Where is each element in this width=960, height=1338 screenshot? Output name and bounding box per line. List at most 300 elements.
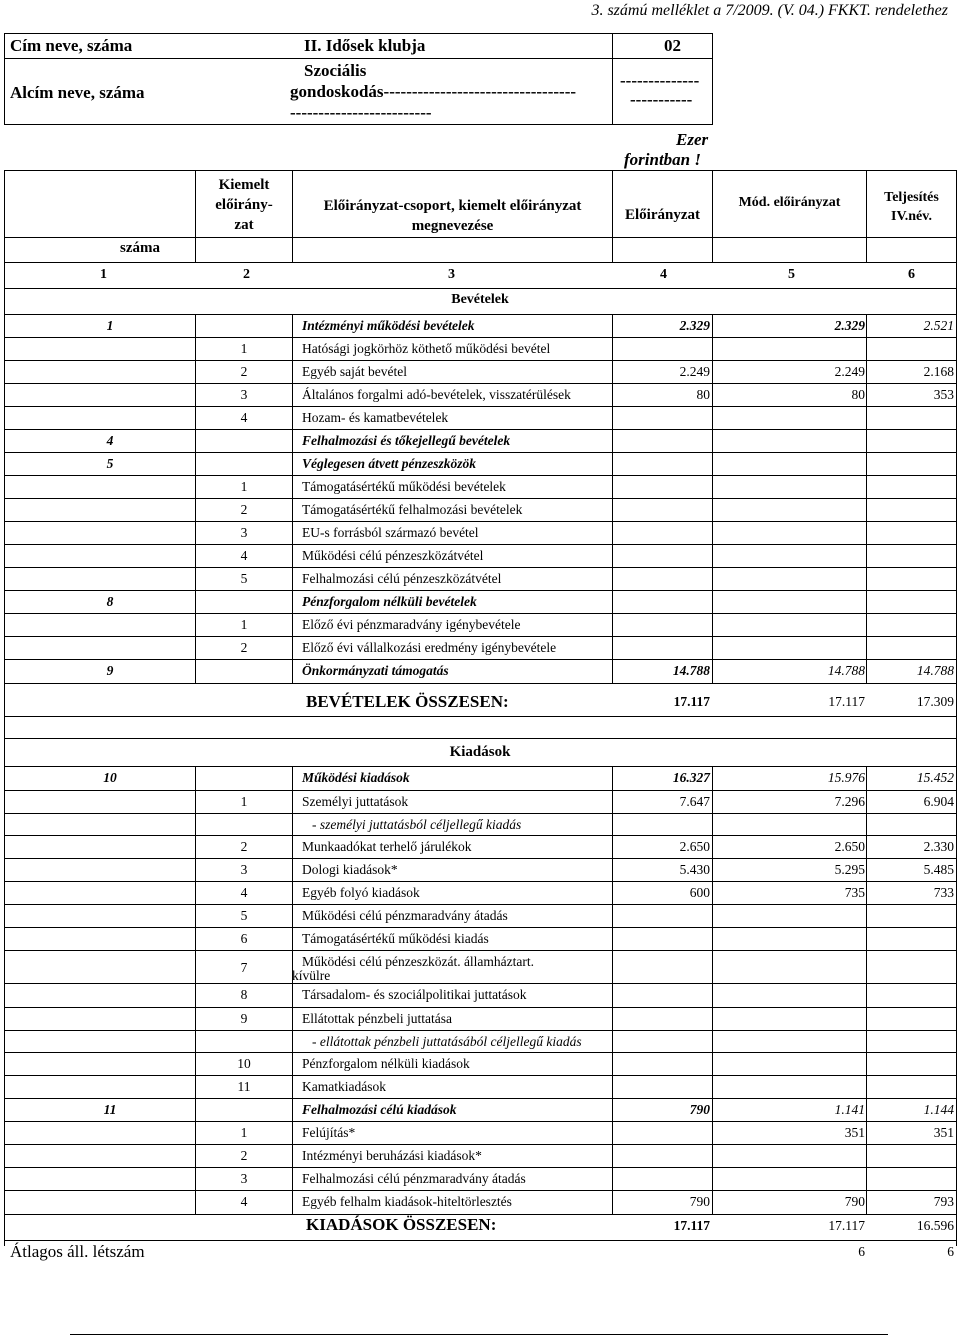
row-col-divider	[612, 882, 613, 905]
row-col-divider	[612, 984, 613, 1008]
row-col-divider	[712, 1122, 713, 1145]
row-sub-number: 4	[240, 1194, 248, 1209]
row-col-divider	[712, 905, 713, 928]
row-name: Egyéb felhalm kiadások-hiteltörlesztés	[302, 1194, 512, 1209]
row-col-divider	[292, 1053, 293, 1076]
row-col-divider	[712, 1145, 713, 1168]
row-col-divider	[195, 859, 196, 882]
row-col-divider	[292, 767, 293, 791]
row-col-divider	[292, 499, 293, 522]
row-col-divider	[712, 407, 713, 430]
table-row	[0, 591, 960, 614]
row-col-divider	[612, 361, 613, 384]
row-col-divider	[195, 1076, 196, 1099]
header-row-rule	[4, 58, 712, 59]
row-col-divider	[866, 1145, 867, 1168]
row-eloiranyzat: 7.647	[679, 794, 710, 809]
row-teljesites: 351	[933, 1125, 954, 1140]
row-name: Egyéb saját bevétel	[302, 364, 407, 379]
row-col-divider	[866, 767, 867, 791]
row-mod-eloiranyzat: 2.249	[834, 364, 865, 379]
row-col-divider	[866, 338, 867, 361]
header-right-rule	[712, 33, 713, 125]
row-main-number: 10	[103, 770, 117, 785]
row-name: - személyi juttatásból céljellegű kiadás	[312, 817, 522, 832]
row-col-divider	[195, 1053, 196, 1076]
row-sub-number: 1	[240, 479, 248, 494]
row-main-number: 5	[106, 456, 114, 471]
row-col-divider	[712, 767, 713, 791]
row-col-divider	[866, 499, 867, 522]
row-col-divider	[612, 814, 613, 836]
table-row	[0, 836, 960, 859]
row-col-divider	[866, 568, 867, 591]
row-col-divider	[866, 1076, 867, 1099]
bevetelek-total-m: 17.117	[828, 694, 865, 709]
row-eloiranyzat: 2.249	[679, 364, 710, 379]
table-row	[0, 338, 960, 361]
row-col-divider	[612, 859, 613, 882]
subtitle-code-1: --------------	[620, 71, 700, 90]
col-eloiranyzat-header: Előirányzat	[625, 207, 700, 223]
table-row	[0, 361, 960, 384]
row-col-divider	[292, 905, 293, 928]
row-col-divider	[292, 568, 293, 591]
row-col-divider	[195, 1099, 196, 1122]
row-mod-eloiranyzat: 7.296	[834, 794, 865, 809]
colhead-num-rule	[4, 262, 956, 263]
row-col-divider	[292, 1031, 293, 1053]
bevetelek-total-e: 17.117	[673, 694, 710, 709]
row-col-divider	[712, 591, 713, 614]
table-row	[0, 1076, 960, 1099]
row-sub-number: 5	[240, 908, 248, 923]
row-col-divider	[612, 791, 613, 814]
row-teljesites: 2.168	[923, 364, 954, 379]
bevetelek-title-rule	[4, 288, 956, 289]
row-col-divider	[195, 905, 196, 928]
row-name: Támogatásértékű működési bevételek	[302, 479, 506, 494]
row-col-divider	[866, 859, 867, 882]
row-col-divider	[292, 453, 293, 476]
table-row	[0, 1191, 960, 1215]
row-col-divider	[866, 984, 867, 1008]
row-col-divider	[866, 545, 867, 568]
row-eloiranyzat: 5.430	[679, 862, 710, 877]
row-col-divider	[612, 545, 613, 568]
col-num-3: 3	[448, 267, 455, 282]
kiadasok-top-rule	[4, 738, 956, 739]
title-label: Cím neve, száma	[10, 36, 133, 55]
row-col-divider	[712, 1053, 713, 1076]
subtitle-value-2: gondoskodás----------------------------------	[290, 82, 577, 101]
row-col-divider	[612, 1008, 613, 1031]
row-col-divider	[612, 660, 613, 684]
row-col-divider	[712, 951, 713, 984]
row-name: Önkormányzati támogatás	[302, 663, 449, 678]
col-mod-header: Mód. előirányzat	[738, 195, 841, 210]
row-col-divider	[292, 338, 293, 361]
row-teljesites: 6.904	[923, 794, 954, 809]
col-szama-header: száma	[120, 240, 160, 256]
row-name: Előző évi pénzmaradvány igénybevétele	[302, 617, 521, 632]
row-col-divider	[866, 882, 867, 905]
row-col-divider	[866, 791, 867, 814]
row-sub-number: 2	[240, 502, 248, 517]
row-eloiranyzat: 790	[689, 1102, 710, 1117]
footer-rule	[70, 1334, 888, 1335]
table-row	[0, 791, 960, 814]
table-row	[0, 928, 960, 951]
table-row	[0, 568, 960, 591]
row-col-divider	[195, 1145, 196, 1168]
row-col-divider	[712, 545, 713, 568]
row-sub-number: 1	[240, 617, 248, 632]
table-row	[0, 882, 960, 905]
row-col-divider	[195, 384, 196, 407]
row-teljesites: 1.144	[923, 1102, 954, 1117]
table-row	[0, 614, 960, 637]
header-left-rule	[4, 33, 5, 125]
row-col-divider	[866, 361, 867, 384]
row-col-divider	[712, 814, 713, 836]
row-sub-number: 8	[240, 987, 248, 1002]
row-teljesites: 733	[933, 885, 954, 900]
row-eloiranyzat: 80	[696, 387, 710, 402]
row-name: Felhalmozási és tőkejellegű bevételek	[302, 433, 511, 448]
row-col-divider	[195, 522, 196, 545]
row-col-divider	[612, 476, 613, 499]
row-col-divider	[712, 660, 713, 684]
row-name: EU-s forrásból származó bevétel	[302, 525, 479, 540]
col-num-5: 5	[788, 267, 795, 282]
row-col-divider	[866, 407, 867, 430]
row-eloiranyzat: 2.329	[679, 318, 710, 333]
row-col-divider	[195, 836, 196, 859]
table-row	[0, 1122, 960, 1145]
row-col-divider	[292, 614, 293, 637]
row-name: Egyéb folyó kiadások	[302, 885, 420, 900]
row-col-divider	[292, 591, 293, 614]
row-eloiranyzat: 600	[689, 885, 710, 900]
row-col-divider	[195, 453, 196, 476]
row-col-divider	[612, 384, 613, 407]
row-rule	[4, 683, 956, 684]
row-col-divider	[195, 568, 196, 591]
row-col-divider	[712, 522, 713, 545]
row-name: Általános forgalmi adó-bevételek, visszatérülések	[302, 387, 571, 402]
row-name: Véglegesen átvett pénzeszközök	[302, 456, 476, 471]
row-col-divider	[612, 1076, 613, 1099]
row-col-divider	[612, 1099, 613, 1122]
table-row	[0, 384, 960, 407]
row-sub-number: 4	[240, 885, 248, 900]
row-name: Felhalmozási célú pénzmaradvány átadás	[302, 1171, 526, 1186]
bevetelek-total-t: 17.309	[916, 694, 954, 709]
row-col-divider	[612, 1191, 613, 1215]
row-col-divider	[195, 338, 196, 361]
row-col-divider	[712, 637, 713, 660]
row-col-divider	[292, 476, 293, 499]
row-col-divider	[292, 1191, 293, 1215]
row-main-number: 1	[106, 318, 114, 333]
table-row	[0, 859, 960, 882]
table-row	[0, 1099, 960, 1122]
row-name: Ellátottak pénzbeli juttatása	[302, 1011, 452, 1026]
col-name-line-1: Előirányzat-csoport, kiemelt előirányzat	[323, 198, 582, 214]
row-name: - ellátottak pénzbeli juttatásából céljellegű kiadás	[312, 1034, 582, 1049]
row-col-divider	[612, 1053, 613, 1076]
row-name: Pénzforgalom nélküli bevételek	[302, 594, 477, 609]
letszam-m: 6	[858, 1244, 865, 1259]
row-col-divider	[292, 951, 293, 984]
row-col-divider	[612, 499, 613, 522]
row-sub-number: 4	[240, 548, 248, 563]
row-col-divider	[292, 1145, 293, 1168]
col-num-6: 6	[908, 267, 915, 282]
row-col-divider	[866, 1008, 867, 1031]
row-eloiranyzat: 14.788	[672, 663, 710, 678]
row-col-divider	[712, 1168, 713, 1191]
row-col-divider	[612, 767, 613, 791]
col-num-1: 1	[100, 267, 107, 282]
row-eloiranyzat: 790	[689, 1194, 710, 1209]
row-col-divider	[712, 614, 713, 637]
row-col-divider	[712, 836, 713, 859]
row-col-divider	[292, 522, 293, 545]
row-name: Működési célú pénzmaradvány átadás	[302, 908, 508, 923]
row-sub-number: 11	[237, 1079, 251, 1094]
table-row	[0, 660, 960, 684]
row-col-divider	[195, 476, 196, 499]
row-name: Felhalmozási célú kiadások	[302, 1102, 457, 1117]
row-col-divider	[612, 951, 613, 984]
col-divider-d	[712, 170, 713, 262]
subtitle-value-1: Szociális	[304, 61, 367, 80]
row-name: Támogatásértékű működési kiadás	[302, 931, 489, 946]
row-teljesites: 353	[933, 387, 954, 402]
annex-note: 3. számú melléklet a 7/2009. (V. 04.) FKKT. rendelethez	[591, 2, 948, 19]
row-eloiranyzat: 16.327	[672, 770, 710, 785]
table-row	[0, 1145, 960, 1168]
row-sub-number: 3	[240, 387, 248, 402]
row-col-divider	[866, 1053, 867, 1076]
row-name: Intézményi beruházási kiadások*	[302, 1148, 482, 1163]
table-row	[0, 984, 960, 1008]
row-col-divider	[292, 430, 293, 453]
row-mod-eloiranyzat: 1.141	[834, 1102, 865, 1117]
row-col-divider	[292, 361, 293, 384]
row-col-divider	[612, 407, 613, 430]
row-main-number: 4	[106, 433, 114, 448]
letszam-t: 6	[947, 1244, 954, 1259]
row-mod-eloiranyzat: 2.650	[834, 839, 865, 854]
row-col-divider	[866, 1168, 867, 1191]
row-col-divider	[292, 1076, 293, 1099]
row-main-number: 9	[106, 663, 114, 678]
row-name: Hatósági jogkörhöz köthető működési bevétel	[302, 341, 551, 356]
row-col-divider	[612, 637, 613, 660]
row-col-divider	[195, 1168, 196, 1191]
row-sub-number: 1	[240, 1125, 248, 1140]
row-mod-eloiranyzat: 790	[844, 1194, 865, 1209]
row-col-divider	[866, 905, 867, 928]
row-col-divider	[292, 1122, 293, 1145]
header-mid-rule	[612, 33, 613, 125]
table-row	[0, 905, 960, 928]
row-sub-number: 3	[240, 1171, 248, 1186]
subtitle-code-2: -----------	[630, 90, 693, 109]
row-name: Pénzforgalom nélküli kiadások	[302, 1056, 470, 1071]
row-mod-eloiranyzat: 14.788	[827, 663, 865, 678]
row-col-divider	[712, 984, 713, 1008]
row-col-divider	[712, 928, 713, 951]
row-col-divider	[712, 1076, 713, 1099]
row-col-divider	[195, 984, 196, 1008]
row-col-divider	[195, 614, 196, 637]
row-sub-number: 9	[240, 1011, 248, 1026]
row-col-divider	[712, 384, 713, 407]
row-col-divider	[866, 430, 867, 453]
row-name: Kamatkiadások	[302, 1079, 386, 1094]
row-col-divider	[612, 1031, 613, 1053]
row-sub-number: 7	[240, 960, 248, 975]
row-col-divider	[612, 591, 613, 614]
row-teljesites: 2.521	[923, 318, 954, 333]
row-mod-eloiranyzat: 735	[844, 885, 865, 900]
row-col-divider	[712, 1099, 713, 1122]
row-col-divider	[712, 338, 713, 361]
row-sub-number: 2	[240, 364, 248, 379]
row-sub-number: 10	[237, 1056, 251, 1071]
table-row	[0, 814, 960, 836]
row-col-divider	[712, 568, 713, 591]
row-col-divider	[712, 453, 713, 476]
kiadasok-total-label: KIADÁSOK ÖSSZESEN:	[306, 1215, 497, 1234]
row-main-number: 8	[106, 594, 114, 609]
row-col-divider	[866, 928, 867, 951]
row-col-divider	[195, 499, 196, 522]
row-name: Támogatásértékű felhalmozási bevételek	[302, 502, 523, 517]
row-col-divider	[292, 637, 293, 660]
row-col-divider	[612, 928, 613, 951]
row-main-number: 11	[103, 1102, 117, 1117]
row-col-divider	[195, 407, 196, 430]
row-name: Felhalmozási célú pénzeszközátvétel	[302, 571, 502, 586]
row-col-divider	[195, 591, 196, 614]
row-col-divider	[866, 1191, 867, 1215]
row-mod-eloiranyzat: 80	[851, 387, 865, 402]
row-col-divider	[612, 522, 613, 545]
bevetelek-title: Bevételek	[451, 292, 509, 307]
row-col-divider	[866, 1031, 867, 1053]
table-row	[0, 315, 960, 338]
row-col-divider	[195, 928, 196, 951]
letszam-label: Átlagos áll. létszám	[10, 1242, 145, 1261]
row-name: Munkaadókat terhelő járulékok	[302, 839, 472, 854]
table-row	[0, 453, 960, 476]
row-name: Működési kiadások	[302, 770, 410, 785]
col-name-header	[293, 196, 612, 236]
row-name-continuation: kívülre	[292, 968, 331, 983]
row-col-divider	[195, 951, 196, 984]
col-kiemelt-line-1: Kiemelt	[218, 177, 270, 193]
row-col-divider	[292, 814, 293, 836]
row-col-divider	[712, 361, 713, 384]
row-col-divider	[612, 1122, 613, 1145]
table-row	[0, 499, 960, 522]
row-mod-eloiranyzat: 15.976	[827, 770, 865, 785]
colhead-top-rule	[4, 170, 956, 171]
row-sub-number: 4	[240, 410, 248, 425]
row-col-divider	[292, 660, 293, 684]
row-name: Működési célú pénzeszközát. államháztart.	[302, 954, 535, 969]
row-col-divider	[292, 384, 293, 407]
row-col-divider	[292, 882, 293, 905]
row-col-divider	[866, 591, 867, 614]
colhead-mid-rule	[4, 237, 956, 238]
row-col-divider	[292, 407, 293, 430]
col-kiemelt-line-2: előirány-	[215, 197, 273, 213]
title-value: II. Idősek klubja	[304, 36, 426, 55]
row-col-divider	[866, 522, 867, 545]
row-eloiranyzat: 2.650	[679, 839, 710, 854]
row-col-divider	[292, 315, 293, 338]
bevetelek-total-label: BEVÉTELEK ÖSSZESEN:	[306, 692, 509, 711]
kiadasok-total-t: 16.596	[916, 1218, 954, 1233]
unit-line-2: forintban !	[624, 150, 701, 169]
col-kiemelt-line-3: zat	[234, 217, 254, 233]
row-col-divider	[612, 1168, 613, 1191]
row-mod-eloiranyzat: 2.329	[834, 318, 865, 333]
row-teljesites: 2.330	[923, 839, 954, 854]
row-col-divider	[712, 499, 713, 522]
row-col-divider	[612, 315, 613, 338]
row-col-divider	[712, 315, 713, 338]
table-row	[0, 430, 960, 453]
row-name: Személyi juttatások	[302, 794, 409, 809]
col-telj-line-2: IV.név.	[891, 209, 932, 224]
row-col-divider	[612, 836, 613, 859]
row-col-divider	[612, 905, 613, 928]
header-bottom-rule	[4, 124, 712, 125]
row-col-divider	[712, 791, 713, 814]
row-col-divider	[712, 882, 713, 905]
row-col-divider	[712, 1008, 713, 1031]
col-num-4: 4	[660, 267, 667, 282]
table-row	[0, 1168, 960, 1191]
subtitle-value-3: -------------------------	[290, 103, 432, 122]
row-col-divider	[712, 430, 713, 453]
row-col-divider	[195, 791, 196, 814]
row-col-divider	[195, 1191, 196, 1215]
row-col-divider	[292, 859, 293, 882]
row-col-divider	[866, 384, 867, 407]
col-kiemelt-header	[196, 175, 292, 235]
table-row	[0, 407, 960, 430]
row-col-divider	[866, 814, 867, 836]
row-col-divider	[292, 836, 293, 859]
row-col-divider	[612, 568, 613, 591]
row-col-divider	[195, 637, 196, 660]
col-telj-header	[867, 188, 956, 226]
subtitle-label: Alcím neve, száma	[10, 83, 145, 102]
row-name: Előző évi vállalkozási eredmény igénybevétele	[302, 640, 557, 655]
row-col-divider	[612, 453, 613, 476]
row-col-divider	[195, 882, 196, 905]
row-col-divider	[292, 1008, 293, 1031]
row-name: Társadalom- és szociálpolitikai juttatások	[302, 987, 527, 1002]
